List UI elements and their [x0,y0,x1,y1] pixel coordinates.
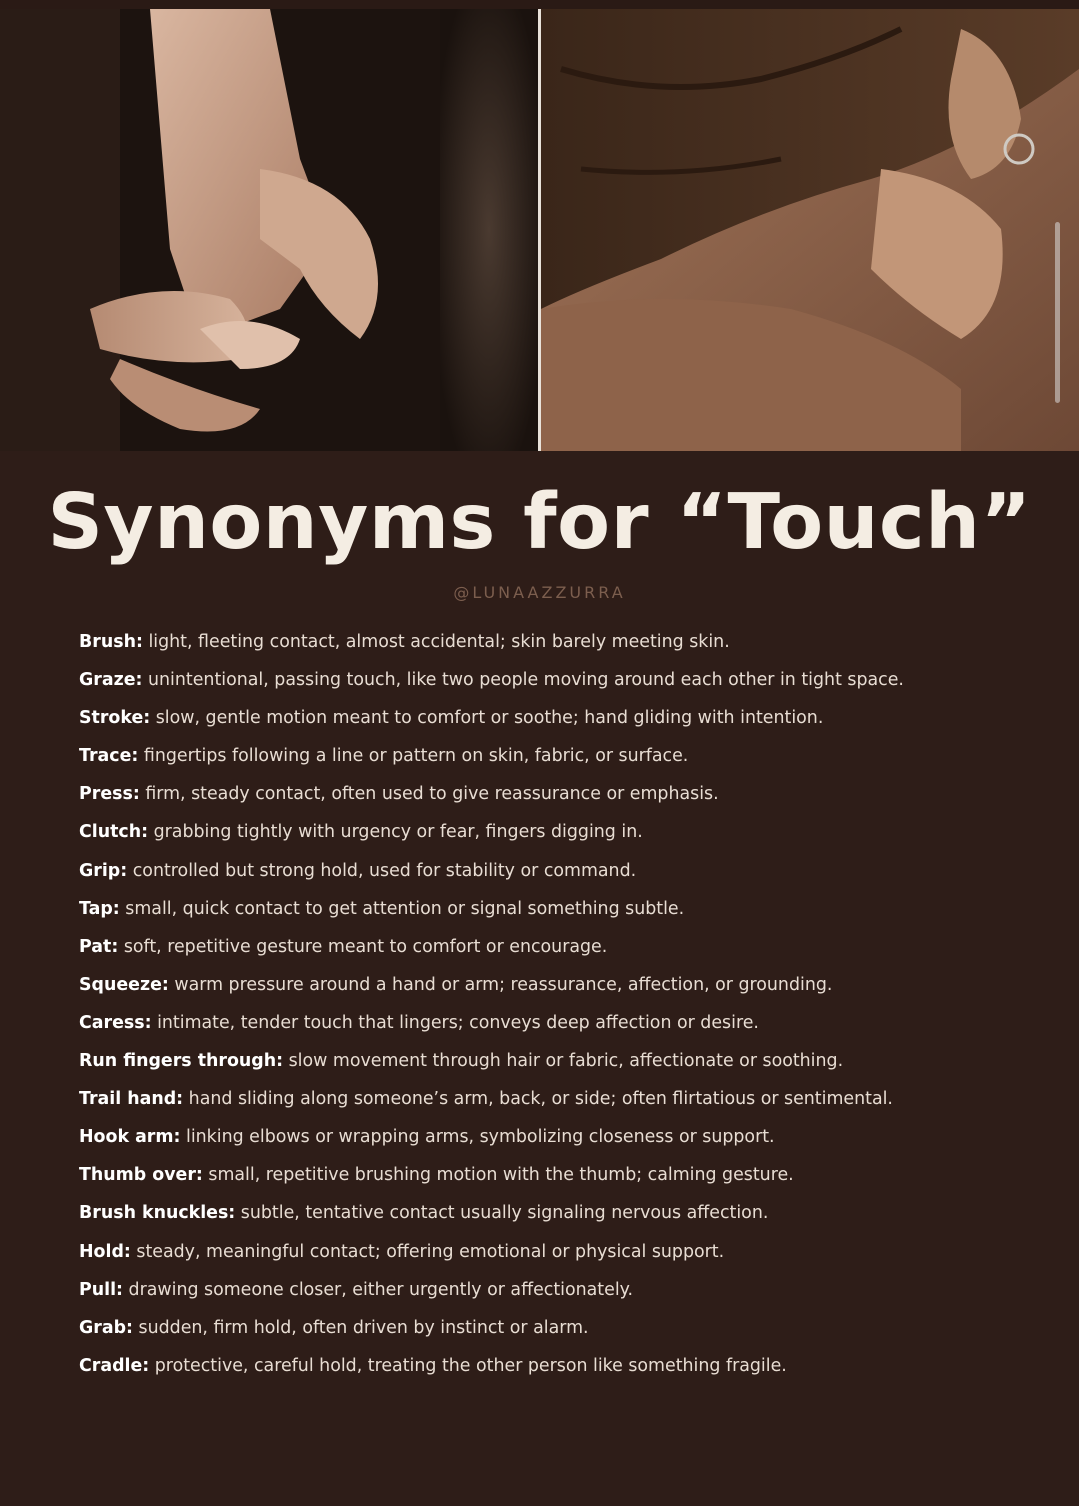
definition: firm, steady contact, often used to give reassurance or emphasis. [145,784,719,805]
hand-on-neck-illustration [541,9,1079,451]
definition: small, quick contact to get attention or signal something subtle. [125,898,685,919]
holding-hands-photo [0,9,538,451]
author-handle: @LUNAAZZURRA [453,583,626,602]
term: Brush knuckles: [79,1203,236,1224]
list-item [79,1080,999,1118]
term: Stroke: [79,708,151,729]
term: Press: [79,784,140,805]
list-item [79,1004,999,1042]
definition: subtle, tentative contact usually signaling nervous affection. [240,1203,769,1224]
term: Graze: [79,670,143,691]
term: Caress: [79,1012,152,1033]
list-item [79,775,999,813]
list-item [79,1271,999,1309]
definition: light, fleeting contact, almost accidental; skin barely meeting skin. [148,632,730,652]
definition: soft, repetitive gesture meant to comfort or encourage. [123,936,608,957]
top-edge [0,0,1079,9]
definition: protective, careful hold, treating the other person like something fragile. [154,1355,787,1376]
list-item [79,813,999,851]
definition: slow movement through hair or fabric, affectionate or soothing. [288,1051,844,1072]
definition: linking elbows or wrapping arms, symbolizing closeness or support. [186,1127,775,1148]
term: Clutch: [79,822,149,843]
list-item [79,1156,999,1194]
definition: grabbing tightly with urgency or fear, fingers digging in. [153,822,643,843]
term: Tap: [79,898,120,919]
holding-hands-illustration [0,9,538,451]
definition: controlled but strong hold, used for stability or command. [132,860,637,881]
list-item [79,928,999,966]
definition: warm pressure around a hand or arm; reassurance, affection, or grounding. [174,974,833,995]
scrollbar-thumb[interactable] [1055,222,1060,403]
list-item [79,699,999,737]
term: Cradle: [79,1355,150,1376]
list-item [79,1194,999,1232]
page-title: Synonyms for “Touch” [47,478,1032,567]
definition: small, repetitive brushing motion with the thumb; calming gesture. [208,1165,794,1186]
term: Squeeze: [79,974,169,995]
term: Pat: [79,936,119,957]
definition: sudden, firm hold, often driven by instinct or alarm. [138,1317,589,1338]
term: Trail hand: [79,1089,184,1110]
term: Pull: [79,1279,124,1300]
term: Trace: [79,746,139,767]
term: Grab: [79,1317,133,1338]
definition: fingertips following a line or pattern on skin, fabric, or surface. [143,746,689,767]
synonym-list [79,623,999,1385]
list-item [79,1118,999,1156]
list-item [79,661,999,699]
definition: hand sliding along someone’s arm, back, or side; often flirtatious or sentimental. [188,1089,893,1110]
definition: intimate, tender touch that lingers; conveys deep affection or desire. [157,1012,759,1033]
hand-on-neck-photo [541,9,1079,451]
definition: drawing someone closer, either urgently or affectionately. [128,1279,633,1300]
list-item [79,966,999,1004]
term: Hold: [79,1241,131,1262]
list-item [79,623,999,661]
term: Thumb over: [79,1165,203,1186]
definition: slow, gentle motion meant to comfort or soothe; hand gliding with intention. [155,708,824,729]
list-item [79,1347,999,1385]
list-item [79,852,999,890]
list-item [79,737,999,775]
term: Grip: [79,860,128,881]
list-item [79,1233,999,1271]
list-item [79,890,999,928]
definition: unintentional, passing touch, like two people moving around each other in tight space. [148,670,904,691]
definition: steady, meaningful contact; offering emotional or physical support. [136,1241,725,1262]
term: Run fingers through: [79,1051,284,1072]
list-item [79,1042,999,1080]
term: Brush: [79,632,143,652]
list-item [79,1309,999,1347]
term: Hook arm: [79,1127,181,1148]
